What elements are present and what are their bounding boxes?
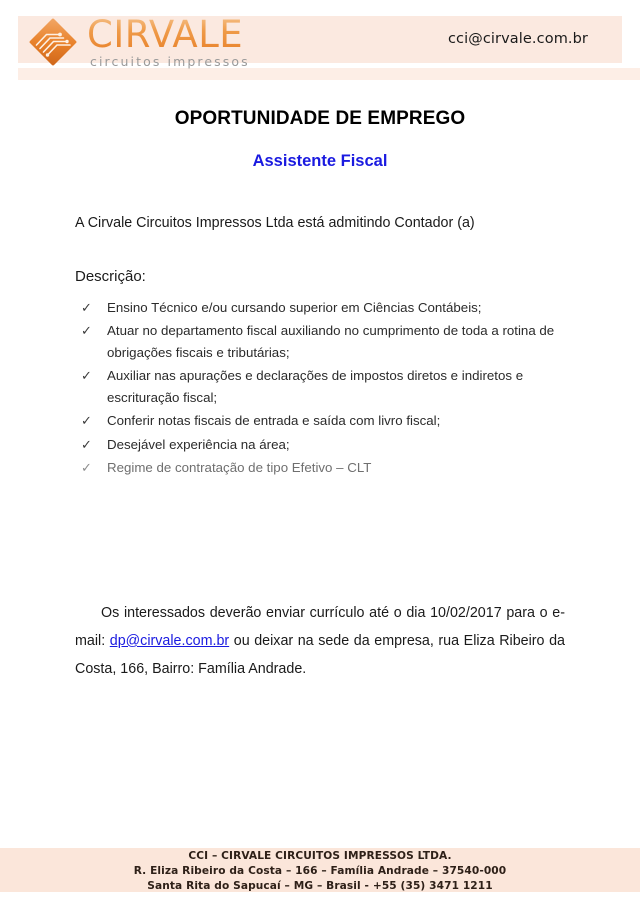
check-icon: ✓ — [81, 299, 92, 315]
list-item-text: Conferir notas fiscais de entrada e saída com livro fiscal; — [107, 413, 441, 429]
list-item — [75, 320, 565, 363]
logo-tagline: circuitos impressos — [90, 53, 250, 69]
page-title: OPORTUNIDADE DE EMPREGO — [174, 108, 466, 129]
description-section-label: Descrição: — [75, 267, 146, 285]
job-position-subtitle: Assistente Fiscal — [252, 152, 388, 170]
list-item — [75, 365, 565, 408]
footer-company-name: CCI – CIRVALE CIRCUITOS IMPRESSOS LTDA. — [188, 850, 452, 862]
check-icon: ✓ — [81, 413, 92, 429]
list-item-text: Ensino Técnico e/ou cursando superior em Ciências Contábeis; — [107, 299, 482, 315]
check-icon: ✓ — [81, 323, 92, 339]
footer-city-phone: Santa Rita do Sapucaí – MG – Brasil - +55 (35) 3471 1211 — [147, 880, 493, 893]
list-item-text: Regime de contratação de tipo Efetivo – CLT — [107, 460, 372, 476]
closing-paragraph — [75, 600, 565, 684]
requirements-list — [75, 297, 565, 479]
list-item-text: Auxiliar nas apurações e declarações de impostos diretos e indiretos e escrituração fiscal; — [107, 368, 524, 405]
company-logo — [26, 12, 250, 72]
closing-text-after-link: ou deixar na sede da empresa, rua Eliza Ribeiro da Costa, 166, Bairro: Família Andrade. — [75, 632, 565, 677]
cirvale-diamond-circuit-logo-icon — [26, 14, 80, 70]
list-item-text: Desejável experiência na área; — [107, 436, 290, 452]
list-item — [75, 457, 565, 479]
logo-wordmark: CIRVALE — [87, 16, 250, 54]
intro-paragraph: A Cirvale Circuitos Impressos Ltda está admitindo Contador (a) — [75, 215, 475, 231]
document-body — [75, 108, 565, 677]
footer-contact-block — [0, 849, 640, 894]
check-icon: ✓ — [81, 436, 92, 452]
header-email-address: cci@cirvale.com.br — [447, 31, 588, 47]
list-item — [75, 410, 565, 432]
check-icon: ✓ — [81, 368, 92, 384]
check-icon: ✓ — [81, 460, 92, 476]
closing-text-before-link: Os interessados deverão enviar currículo até o dia 10/02/2017 para o e-mail: — [75, 605, 565, 649]
logo-text-block — [87, 12, 250, 69]
list-item — [75, 297, 565, 319]
application-email-link[interactable]: dp@cirvale.com.br — [109, 632, 230, 649]
footer-address: R. Eliza Ribeiro da Costa – 166 – Família Andrade – 37540-000 — [133, 865, 507, 878]
list-item-text: Atuar no departamento fiscal auxiliando no cumprimento de toda a rotina de obrigações fiscais e tributárias; — [107, 323, 555, 360]
list-item — [75, 434, 565, 456]
